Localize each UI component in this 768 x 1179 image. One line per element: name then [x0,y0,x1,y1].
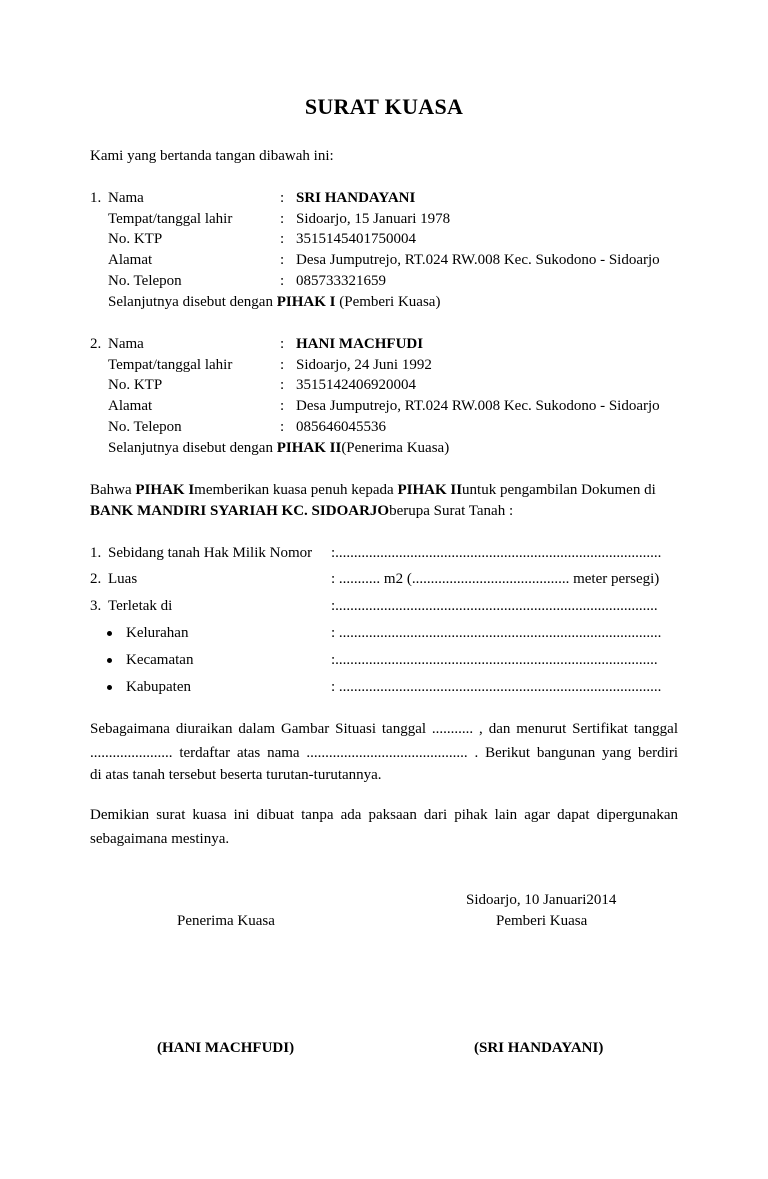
party-2-phone-value: 085646045536 [296,419,386,435]
colon: : [280,231,285,247]
party-1-phone-label: No. Telepon [108,273,182,289]
party-2-address-value: Desa Jumputrejo, RT.024 RW.008 Kec. Sukodono - Sidoarjo [296,398,660,414]
statement-line-2: BANK MANDIRI SYARIAH KC. SIDOARJOberupa Surat Tanah : [90,503,514,519]
party-2-address-label: Alamat [108,398,153,414]
land-item-label: Luas [108,571,138,587]
statement-line-1: Bahwa PIHAK Imemberikan kuasa penuh kepada PIHAK IIuntuk pengambilan Dokumen di [90,482,656,498]
location-label: Kecamatan [126,652,194,668]
land-item-number: 2. [90,571,102,587]
bullet-icon [107,631,112,636]
colon: : [280,252,285,268]
colon: : [280,273,285,289]
paragraph-line: Demikian surat kuasa ini dibuat tanpa ada paksaan dari pihak lain agar dapat dipergunakan [90,807,678,823]
paragraph-line: sebagaimana mestinya. [90,831,230,847]
party-2-name-label: Nama [108,336,144,352]
party-1-reference: Selanjutnya disebut dengan PIHAK I (Pemberi Kuasa) [108,294,441,310]
paragraph-line: di atas tanah tersebut beserta turutan-turutannya. [90,767,382,783]
location-value: : ...................................................................................... [331,625,662,641]
giver-role: Pemberi Kuasa [496,913,588,929]
paragraph-line: ...................... terdaftar atas nama ........................................... . Berikut bangunan yang berdiri [90,745,678,761]
location-value: :...................................................................................... [331,652,658,668]
colon: : [280,377,285,393]
party-1-name-label: Nama [108,190,144,206]
receiver-role: Penerima Kuasa [177,913,275,929]
colon: : [280,211,285,227]
party-2-phone-label: No. Telepon [108,419,182,435]
colon: : [280,398,285,414]
colon: : [280,190,285,206]
bullet-icon [107,658,112,663]
party-1-ktp-value: 3515145401750004 [296,231,416,247]
document-title: SURAT KUASA [304,94,464,119]
party-1-number: 1. [90,190,102,206]
intro-text: Kami yang bertanda tangan dibawah ini: [90,148,334,164]
giver-name: (SRI HANDAYANI) [474,1040,604,1056]
paragraph-line: Sebagaimana diuraikan dalam Gambar Situasi tanggal ........... , dan menurut Sertifikat tanggal [90,721,678,737]
receiver-name: (HANI MACHFUDI) [157,1040,295,1056]
colon: : [280,357,285,373]
colon: : [280,336,285,352]
place-date: Sidoarjo, 10 Januari2014 [466,892,617,908]
party-1-birth-value: Sidoarjo, 15 Januari 1978 [296,211,451,227]
land-item-number: 3. [90,598,102,614]
party-1-birth-label: Tempat/tanggal lahir [108,211,233,227]
party-2-name-value: HANI MACHFUDI [296,336,424,352]
party-2-birth-value: Sidoarjo, 24 Juni 1992 [296,357,432,373]
party-2-ktp-label: No. KTP [108,377,163,393]
party-2-reference: Selanjutnya disebut dengan PIHAK II(Penerima Kuasa) [108,440,450,456]
location-label: Kabupaten [126,679,191,695]
party-1-phone-value: 085733321659 [296,273,386,289]
land-item-value: :....................................................................................... [331,545,662,561]
party-2-birth-label: Tempat/tanggal lahir [108,357,233,373]
location-value: : ...................................................................................... [331,679,662,695]
land-item-number: 1. [90,545,102,561]
location-label: Kelurahan [126,625,189,641]
party-1-name-value: SRI HANDAYANI [296,190,416,206]
land-item-value: :...................................................................................... [331,598,658,614]
party-1-address-label: Alamat [108,252,153,268]
land-item-value: : ........... m2 (.......................................... meter persegi) [331,571,660,587]
party-2-number: 2. [90,336,102,352]
land-item-label: Terletak di [108,598,173,614]
party-1-address-value: Desa Jumputrejo, RT.024 RW.008 Kec. Sukodono - Sidoarjo [296,252,660,268]
bullet-icon [107,685,112,690]
colon: : [280,419,285,435]
land-item-label: Sebidang tanah Hak Milik Nomor [108,545,313,561]
party-1-ktp-label: No. KTP [108,231,163,247]
party-2-ktp-value: 3515142406920004 [296,377,416,393]
